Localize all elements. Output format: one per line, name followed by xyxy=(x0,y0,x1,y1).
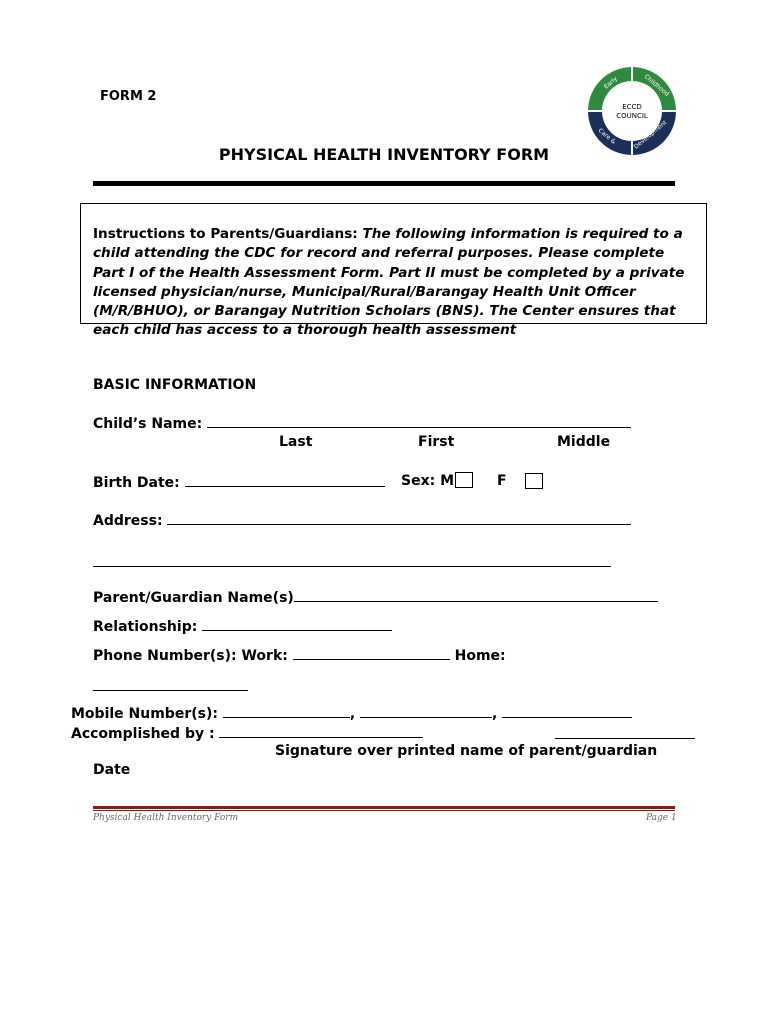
footer-form-name: Physical Health Inventory Form xyxy=(93,813,239,823)
instructions-body: The following information is required to a child attending the CDC for record and referral purposes. Please complete Part I of the Health Assessment Form. Part II must be completed by a private licensed physician/nurse, Municipal/Rural/Barangay Health Unit Officer (M/R/BHUO), or Barangay Nutrition Scholars (BNS). The Center ensures that each child has access to a thorough health assessment xyxy=(93,226,685,339)
mobile-comma: , xyxy=(492,706,498,722)
page-title: PHYSICAL HEALTH INVENTORY FORM xyxy=(218,145,550,164)
sex-label: Sex: M xyxy=(401,473,455,489)
section-heading-basic-information: BASIC INFORMATION xyxy=(93,377,257,393)
logo-arc-word: Care & xyxy=(596,127,617,146)
logo-ring xyxy=(586,65,678,157)
birth-date-label: Birth Date: xyxy=(93,475,185,491)
relationship-field[interactable] xyxy=(202,617,392,631)
child-name-label: Child’s Name: xyxy=(93,416,208,432)
accomplished-signature-field[interactable] xyxy=(219,724,423,738)
form-number: FORM 2 xyxy=(100,89,157,104)
mobile-field-3[interactable] xyxy=(502,704,632,718)
footer-rule xyxy=(93,806,675,809)
birth-date-field[interactable] xyxy=(185,473,385,487)
mobile-label: Mobile Number(s): xyxy=(71,706,223,722)
logo-arc-word: Development xyxy=(632,119,669,151)
sex-m-checkbox[interactable] xyxy=(455,472,473,488)
child-name-field[interactable] xyxy=(207,414,631,428)
address-label: Address: xyxy=(93,513,168,529)
address-field-line-2[interactable] xyxy=(93,552,611,567)
footer-rule-thin xyxy=(93,810,675,811)
relationship-label: Relationship: xyxy=(93,619,203,635)
sex-f-label: F xyxy=(497,473,507,489)
parent-row xyxy=(93,588,658,606)
name-part-last: Last xyxy=(279,434,313,450)
name-part-middle: Middle xyxy=(557,434,611,450)
instructions-lead: Instructions to Parents/Guardians: xyxy=(93,226,363,242)
mobile-field-1[interactable] xyxy=(223,704,350,718)
parent-guardian-label: Parent/Guardian Name(s) xyxy=(93,590,294,606)
logo-arc-word: Childhood xyxy=(642,73,671,98)
date-label: Date xyxy=(93,762,131,778)
accomplished-date-field[interactable] xyxy=(555,724,695,739)
relationship-row xyxy=(93,617,392,635)
mobile-comma: , xyxy=(349,706,356,722)
phone-home-label: Home: xyxy=(449,648,506,664)
footer-page-number: Page 1 xyxy=(646,813,677,823)
phone-row xyxy=(93,646,506,664)
name-part-first: First xyxy=(418,434,455,450)
instructions-text xyxy=(93,225,693,341)
title-rule xyxy=(93,181,675,186)
child-name-row xyxy=(93,414,631,432)
birth-date-row xyxy=(93,473,385,491)
logo-center-line1: ECCD xyxy=(622,103,642,111)
address-row xyxy=(93,511,631,529)
logo-center-line2: COUNCIL xyxy=(616,112,648,120)
mobile-field-2[interactable] xyxy=(360,704,492,718)
accomplished-row xyxy=(71,724,423,742)
accomplished-label: Accomplished by : xyxy=(71,726,220,742)
address-field[interactable] xyxy=(167,511,631,525)
phone-work-label: Phone Number(s): Work: xyxy=(93,648,293,664)
phone-home-field[interactable] xyxy=(93,676,248,691)
mobile-row xyxy=(71,704,632,722)
sex-f-checkbox[interactable] xyxy=(525,473,543,489)
phone-work-field[interactable] xyxy=(293,646,450,660)
logo-arc-word: Early xyxy=(602,75,619,91)
signature-caption: Signature over printed name of parent/guardian xyxy=(275,743,658,759)
parent-guardian-field[interactable] xyxy=(294,588,658,602)
